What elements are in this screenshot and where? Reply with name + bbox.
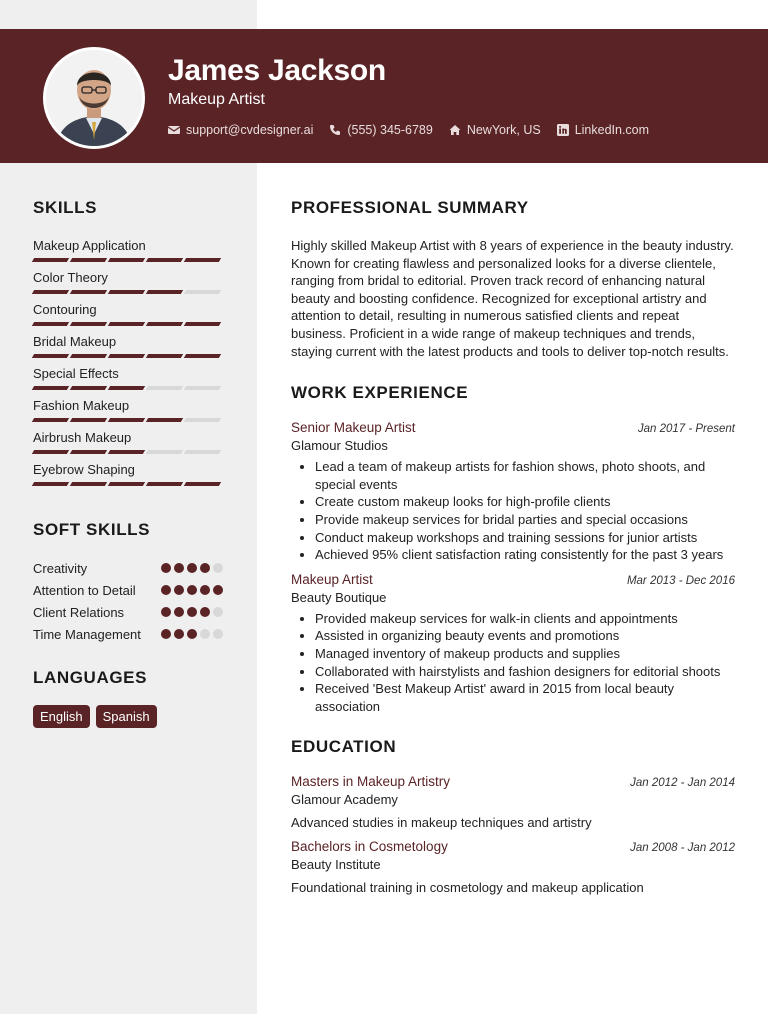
rating-dot bbox=[174, 563, 184, 573]
candidate-name: James Jackson bbox=[168, 54, 386, 87]
soft-skill-rating bbox=[161, 607, 223, 617]
skill-level-segment bbox=[184, 386, 221, 390]
skill-level-segment bbox=[184, 482, 221, 486]
rating-dot bbox=[174, 585, 184, 595]
summary-heading: PROFESSIONAL SUMMARY bbox=[291, 198, 529, 217]
rating-dot bbox=[161, 563, 171, 573]
rating-dot bbox=[200, 563, 210, 573]
rating-dot bbox=[213, 607, 223, 617]
soft-skill-name: Creativity bbox=[33, 561, 88, 576]
job-bullet: • Conduct makeup workshops and training sessions for junior artists bbox=[315, 529, 735, 547]
skill-level-bar bbox=[33, 418, 223, 422]
skill-level-segment bbox=[108, 450, 145, 454]
rating-dot bbox=[213, 629, 223, 639]
rating-dot bbox=[213, 585, 223, 595]
education-description: Foundational training in cosmetology and makeup application bbox=[291, 880, 644, 896]
skill-level-segment bbox=[146, 482, 183, 486]
job-company: Beauty Boutique bbox=[291, 589, 387, 605]
job-date: Jan 2017 - Present bbox=[637, 423, 735, 436]
skill-name: Special Effects bbox=[33, 366, 119, 381]
education-header bbox=[291, 839, 735, 854]
skill-level-segment bbox=[108, 386, 145, 390]
sidebar bbox=[33, 198, 223, 728]
contact-bar bbox=[168, 123, 649, 137]
rating-dot bbox=[187, 607, 197, 617]
skill-name: Makeup Application bbox=[33, 238, 146, 253]
skill-level-bar bbox=[33, 482, 223, 486]
job-entry bbox=[291, 572, 735, 716]
soft-skill-item bbox=[33, 560, 223, 578]
soft-skills-heading: SOFT SKILLS bbox=[33, 520, 151, 539]
skill-level-bar bbox=[33, 290, 223, 294]
skill-level-bar bbox=[33, 258, 223, 262]
skill-level-segment bbox=[32, 386, 69, 390]
rating-dot bbox=[187, 563, 197, 573]
skill-level-segment bbox=[32, 322, 69, 326]
skill-level-segment bbox=[108, 482, 145, 486]
skill-level-segment bbox=[146, 386, 183, 390]
rating-dot bbox=[161, 585, 171, 595]
job-bullet: • Create custom makeup looks for high-profile clients bbox=[315, 493, 735, 511]
job-bullet: • Received 'Best Makeup Artist' award in 2015 from local beauty association bbox=[315, 680, 735, 715]
skill-level-segment bbox=[70, 418, 107, 422]
skill-level-segment bbox=[184, 418, 221, 422]
job-bullet: • Collaborated with hairstylists and fashion designers for editorial shoots bbox=[315, 663, 735, 681]
skill-item bbox=[33, 462, 223, 494]
main-column bbox=[291, 198, 735, 895]
soft-skill-rating bbox=[161, 563, 223, 573]
languages-list bbox=[33, 705, 223, 728]
job-date: Mar 2013 - Dec 2016 bbox=[626, 574, 735, 587]
skill-level-segment bbox=[146, 418, 183, 422]
education-school: Beauty Institute bbox=[291, 857, 381, 873]
skill-level-segment bbox=[32, 450, 69, 454]
soft-skill-rating bbox=[161, 629, 223, 639]
skill-level-segment bbox=[146, 258, 183, 262]
soft-skill-name: Attention to Detail bbox=[33, 583, 136, 598]
job-role: Senior Makeup Artist bbox=[291, 420, 416, 436]
skill-level-segment bbox=[70, 482, 107, 486]
language-tag: Spanish bbox=[96, 705, 157, 728]
rating-dot bbox=[200, 607, 210, 617]
skill-level-segment bbox=[32, 482, 69, 486]
skill-level-segment bbox=[146, 354, 183, 358]
job-entry bbox=[291, 420, 735, 564]
skill-level-segment bbox=[108, 290, 145, 294]
soft-skills-list bbox=[33, 560, 223, 644]
education-list bbox=[291, 774, 735, 895]
summary-text: Highly skilled Makeup Artist with 8 years of experience in the beauty industry. Known for creating flawless and personalized looks for a diverse clientele, ranging from bridal to editorial. Proven track record of enhancing natural beauty and boosting confidence. Recognized for exceptional artistry and attention to detail, resulting in numerous satisfied clients and repeat business. Proficient in a wide range of makeup techniques and trends, staying current with the latest products and tools to deliver top-notch results. bbox=[291, 238, 734, 359]
rating-dot bbox=[213, 563, 223, 573]
language-tag: English bbox=[33, 705, 90, 728]
job-bullet: • Lead a team of makeup artists for fashion shows, photo shoots, and special events bbox=[315, 458, 735, 493]
education-header bbox=[291, 774, 735, 789]
education-heading: EDUCATION bbox=[291, 737, 397, 757]
phone-icon bbox=[329, 124, 341, 136]
languages-heading: LANGUAGES bbox=[33, 668, 148, 687]
skill-name: Color Theory bbox=[33, 270, 108, 285]
rating-dot bbox=[200, 585, 210, 595]
rating-dot bbox=[161, 607, 171, 617]
rating-dot bbox=[174, 629, 184, 639]
skill-level-segment bbox=[184, 322, 221, 326]
job-bullet: • Managed inventory of makeup products and supplies bbox=[315, 645, 735, 663]
skill-level-segment bbox=[32, 354, 69, 358]
skill-level-segment bbox=[184, 258, 221, 262]
job-header bbox=[291, 572, 735, 587]
skill-item bbox=[33, 366, 223, 398]
rating-dot bbox=[187, 629, 197, 639]
jobs-list bbox=[291, 420, 735, 715]
education-entry bbox=[291, 839, 735, 895]
skill-level-segment bbox=[146, 450, 183, 454]
skill-name: Contouring bbox=[33, 302, 97, 317]
skill-level-segment bbox=[184, 290, 221, 294]
skill-level-segment bbox=[184, 354, 221, 358]
job-company: Glamour Studios bbox=[291, 438, 388, 454]
skill-level-segment bbox=[32, 258, 69, 262]
rating-dot bbox=[161, 629, 171, 639]
skill-level-segment bbox=[108, 418, 145, 422]
soft-skill-item bbox=[33, 626, 223, 644]
skill-level-segment bbox=[108, 354, 145, 358]
skill-item bbox=[33, 334, 223, 366]
home-icon bbox=[449, 124, 461, 136]
profile-photo bbox=[43, 47, 145, 149]
soft-skill-name: Time Management bbox=[33, 627, 141, 642]
skill-name: Bridal Makeup bbox=[33, 334, 117, 349]
skill-level-bar bbox=[33, 386, 223, 390]
soft-skill-item bbox=[33, 604, 223, 622]
skill-item bbox=[33, 270, 223, 302]
avatar-portrait bbox=[46, 50, 142, 146]
skill-level-segment bbox=[146, 290, 183, 294]
skill-item bbox=[33, 302, 223, 334]
languages-section bbox=[33, 668, 223, 728]
education-degree: Bachelors in Cosmetology bbox=[291, 839, 448, 855]
education-date: Jan 2008 - Jan 2012 bbox=[630, 842, 735, 855]
job-role: Makeup Artist bbox=[291, 571, 373, 587]
skill-level-segment bbox=[146, 322, 183, 326]
skill-level-segment bbox=[70, 450, 107, 454]
job-bullets bbox=[291, 458, 735, 564]
skill-item bbox=[33, 238, 223, 270]
contact-linkedin-text: LinkedIn.com bbox=[574, 123, 650, 137]
soft-skill-name: Client Relations bbox=[33, 605, 125, 620]
contact-email[interactable] bbox=[168, 123, 313, 137]
contact-email-text: support@cvdesigner.ai bbox=[186, 123, 314, 137]
skill-item bbox=[33, 430, 223, 462]
education-school: Glamour Academy bbox=[291, 792, 398, 808]
education-description: Advanced studies in makeup techniques and artistry bbox=[291, 815, 592, 831]
skill-level-segment bbox=[32, 290, 69, 294]
skill-level-bar bbox=[33, 322, 223, 326]
rating-dot bbox=[174, 607, 184, 617]
skills-list bbox=[33, 238, 223, 494]
rating-dot bbox=[187, 585, 197, 595]
education-date: Jan 2012 - Jan 2014 bbox=[630, 777, 735, 790]
skill-level-segment bbox=[70, 386, 107, 390]
contact-phone-text: (555) 345-6789 bbox=[347, 123, 433, 137]
job-bullet: • Achieved 95% client satisfaction rating consistently for the past 3 years bbox=[315, 546, 735, 564]
skill-level-segment bbox=[108, 322, 145, 326]
envelope-icon bbox=[168, 124, 180, 136]
candidate-title: Makeup Artist bbox=[168, 91, 265, 108]
contact-location-text: NewYork, US bbox=[466, 123, 541, 137]
skill-name: Airbrush Makeup bbox=[33, 430, 132, 445]
work-heading: WORK EXPERIENCE bbox=[291, 383, 469, 403]
contact-location bbox=[449, 123, 541, 137]
skill-level-segment bbox=[184, 450, 221, 454]
skill-level-segment bbox=[70, 290, 107, 294]
skill-level-bar bbox=[33, 354, 223, 358]
skill-name: Eyebrow Shaping bbox=[33, 462, 135, 477]
skill-name: Fashion Makeup bbox=[33, 398, 130, 413]
skills-heading: SKILLS bbox=[33, 198, 98, 217]
skill-level-segment bbox=[70, 322, 107, 326]
skill-level-segment bbox=[32, 418, 69, 422]
soft-skill-rating bbox=[161, 585, 223, 595]
rating-dot bbox=[200, 629, 210, 639]
skill-item bbox=[33, 398, 223, 430]
contact-phone[interactable] bbox=[329, 123, 432, 137]
education-degree: Masters in Makeup Artistry bbox=[291, 774, 451, 790]
job-bullet: • Assisted in organizing beauty events and promotions bbox=[315, 627, 735, 645]
soft-skill-item bbox=[33, 582, 223, 600]
soft-skills-section bbox=[33, 520, 223, 644]
linkedin-icon bbox=[557, 124, 569, 136]
education-entry bbox=[291, 774, 735, 830]
job-bullet: • Provided makeup services for walk-in clients and appointments bbox=[315, 610, 735, 628]
skill-level-bar bbox=[33, 450, 223, 454]
job-bullets bbox=[291, 610, 735, 716]
skill-level-segment bbox=[70, 258, 107, 262]
skill-level-segment bbox=[108, 258, 145, 262]
contact-linkedin[interactable] bbox=[557, 123, 649, 137]
skill-level-segment bbox=[70, 354, 107, 358]
job-bullet: • Provide makeup services for bridal parties and special occasions bbox=[315, 511, 735, 529]
job-header bbox=[291, 420, 735, 435]
